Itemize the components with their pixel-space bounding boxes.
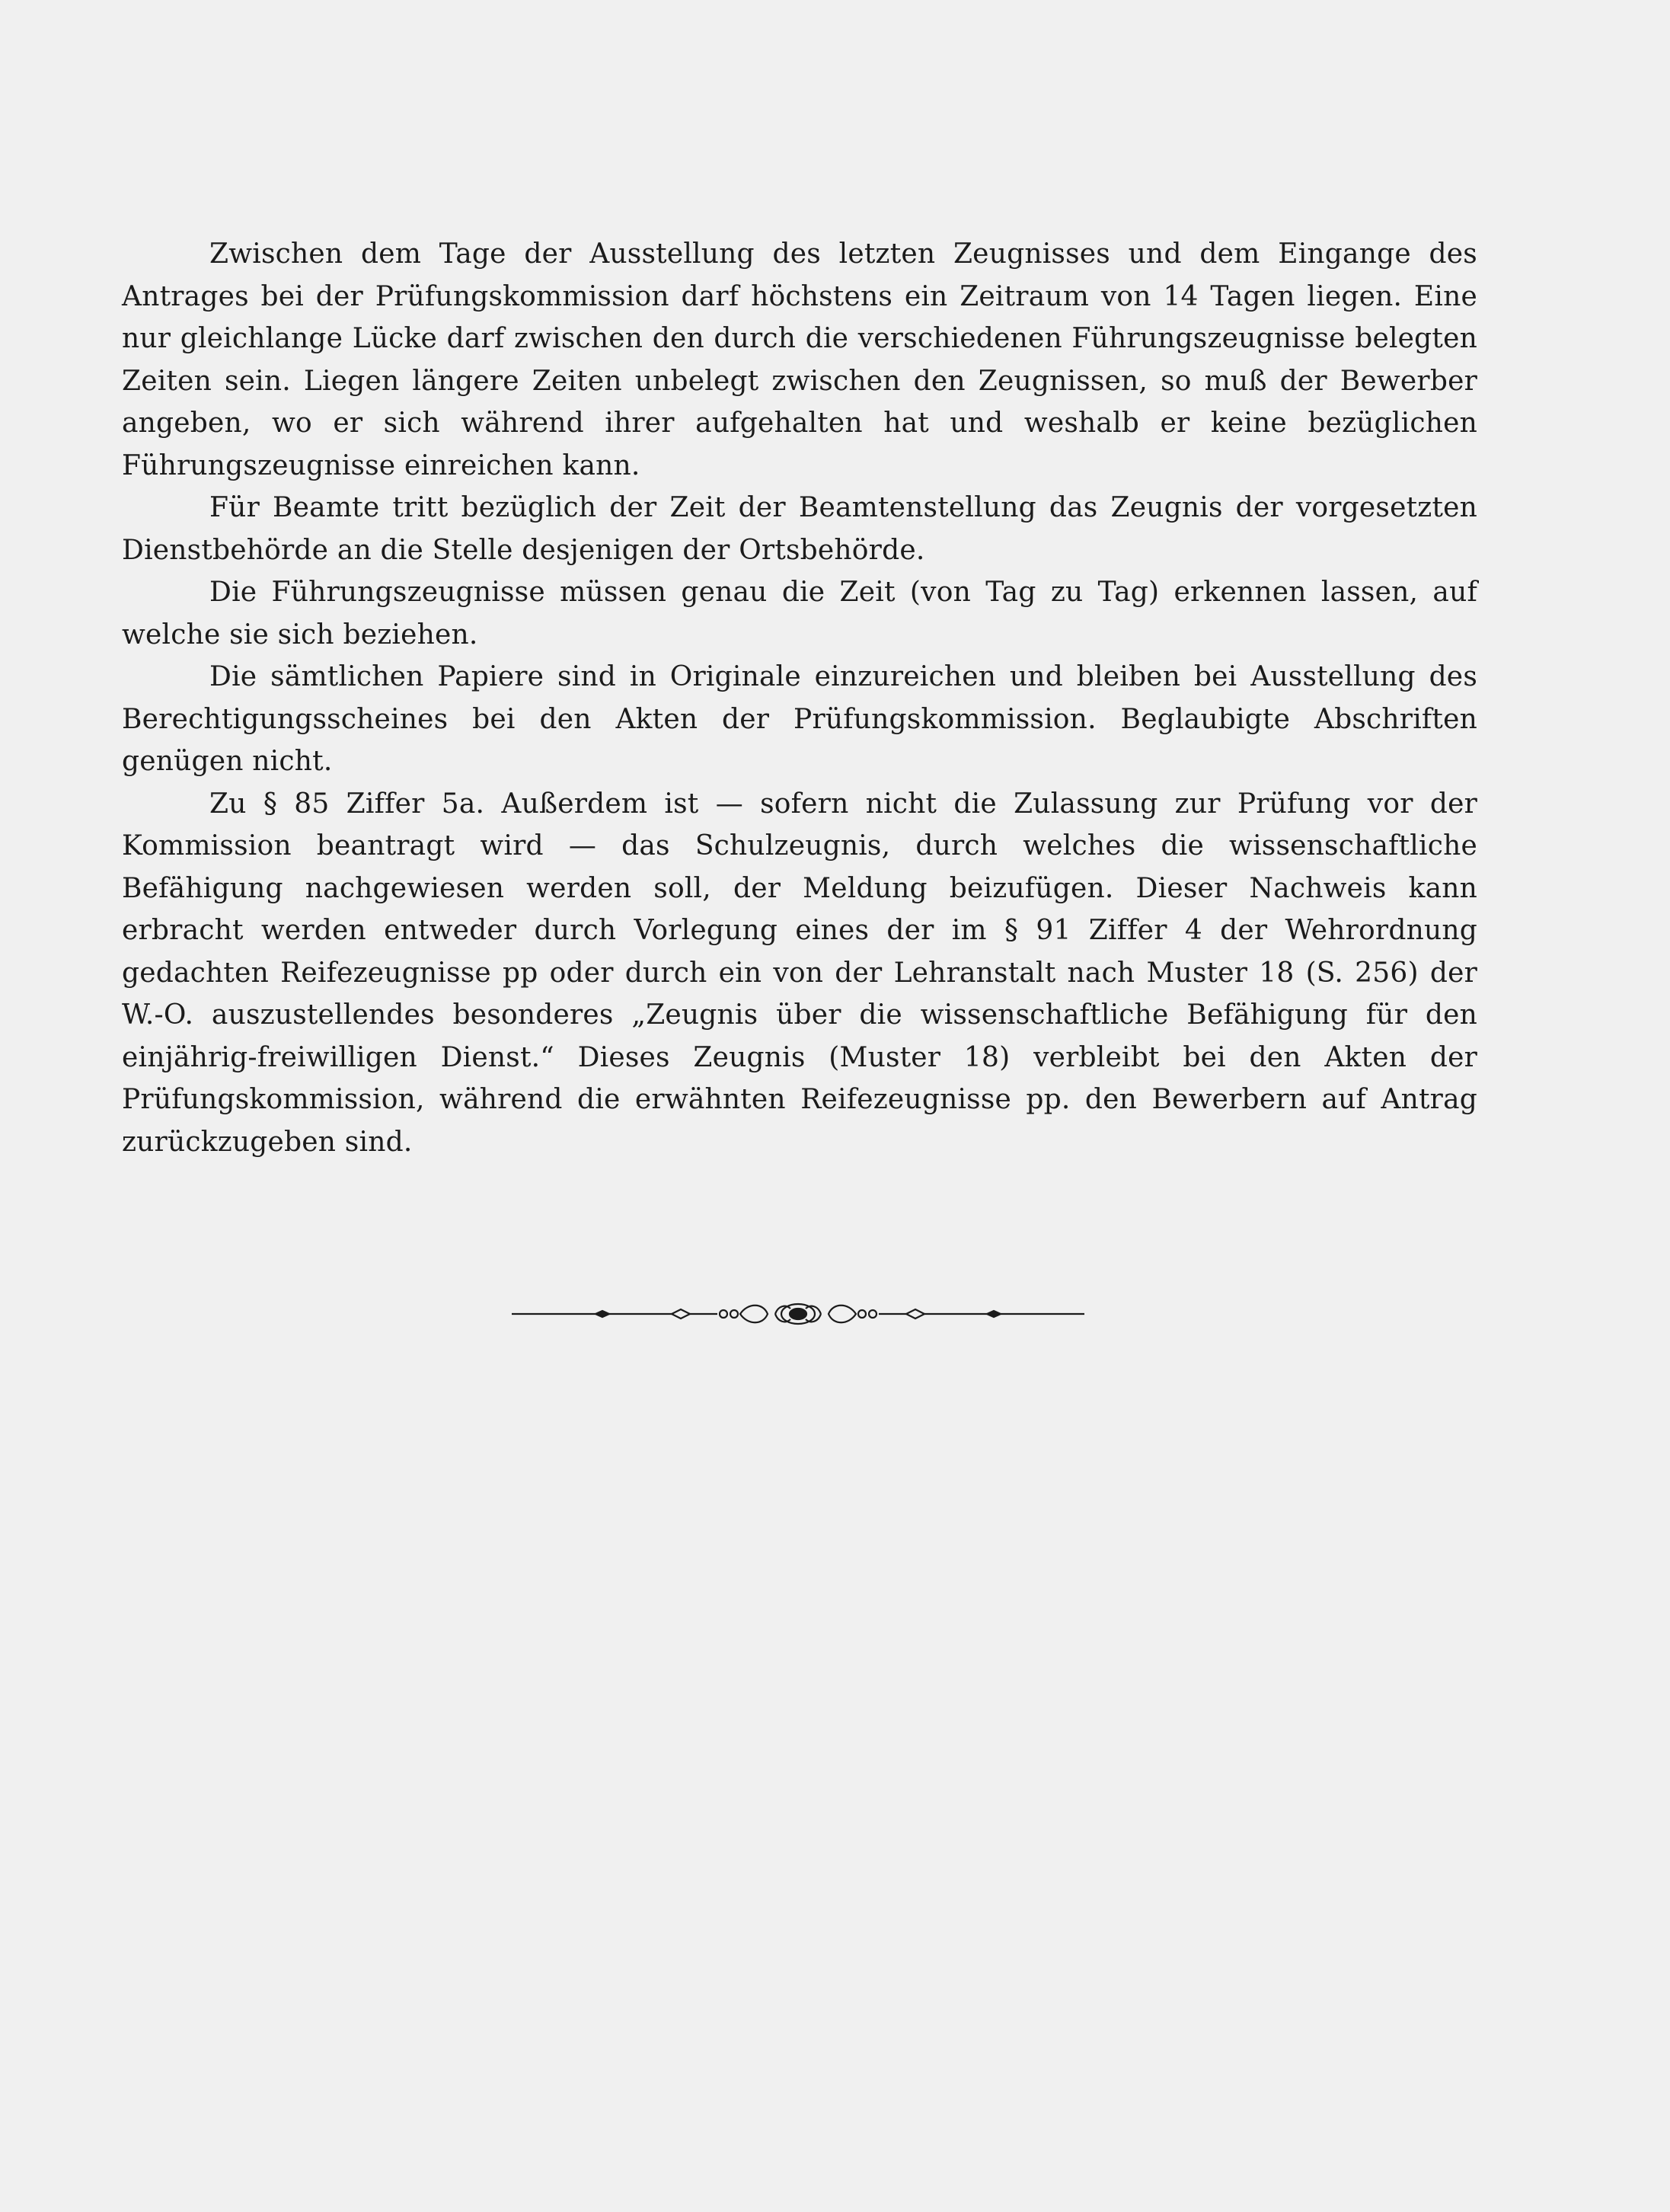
paragraph-certificate-gap: Zwischen dem Tage der Ausstellung des letzten Zeugnisses und dem Eingange des Antrages bei der Prüfungskommission darf höchstens ein Zeitraum von 14 Tagen liegen. Eine nur gleichlange Lücke darf zwischen den durch die verschiedenen Führungszeugnisse belegten Zeiten sein. Liegen längere Zeiten unbelegt zwischen den Zeugnissen, so muß der Bewerber angeben, wo er sich während ihrer aufgehalten hat und weshalb er keine bezüglichen Führungszeugnisse einreichen kann.: [122, 238, 1477, 481]
paragraph-originals: Die sämtlichen Papiere sind in Originale einzureichen und bleiben bei Ausstellung des Berechtigungsscheines bei den Akten der Prüfungskommission. Beglaubigte Abschriften genügen nicht.: [122, 661, 1477, 777]
paragraph-certificate-period: Die Führungszeugnisse müssen genau die Zeit (von Tag zu Tag) erkennen lassen, auf welche sie sich beziehen.: [122, 577, 1477, 650]
ornamental-divider-icon: [512, 1295, 1084, 1333]
paragraph-section-85: Zu § 85 Ziffer 5a. Außerdem ist — sofern nicht die Zulassung zur Prüfung vor der Kommission beantragt wird — das Schulzeugnis, durch welches die wissenschaftliche Befähigung nachgewiesen werden soll, der Meldung beizufügen. Dieser Nachweis kann erbracht werden entweder durch Vorlegung eines der im § 91 Ziffer 4 der Wehrordnung gedachten Reifezeugnisse pp oder durch ein von der Lehranstalt nach Muster 18 (S. 256) der W.-O. auszustellendes besonderes „Zeugnis über die wissenschaftliche Befähigung für den einjährig-freiwilligen Dienst.“ Dieses Zeugnis (Muster 18) verbleibt bei den Akten der Prüfungskommission, während die erwähnten Reifezeugnisse pp. den Bewerbern auf Antrag zurückzugeben sind.: [122, 788, 1477, 1158]
paragraph-officials: Für Beamte tritt bezüglich der Zeit der Beamtenstellung das Zeugnis der vorgesetzten Dienstbehörde an die Stelle desjenigen der Ortsbehörde.: [122, 492, 1477, 566]
body-text: [122, 233, 1477, 1163]
